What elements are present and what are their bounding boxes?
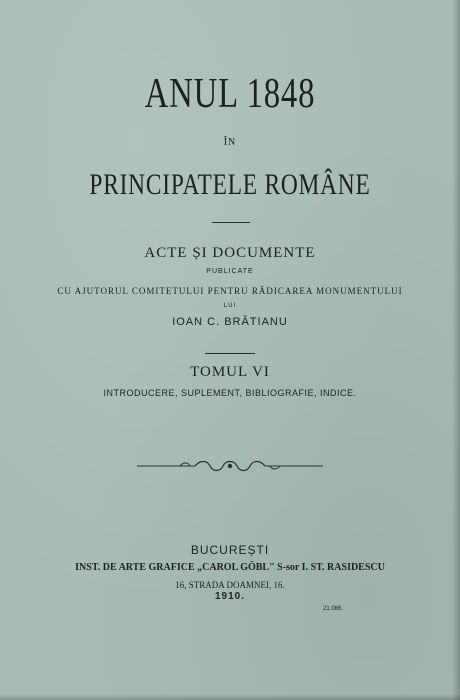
published-label: PUBLICATE [206, 268, 254, 275]
sponsor-line: CU AJUTORUL COMITETULUI PENTRU RĂDICAREA MONUMENTULUI [57, 286, 403, 296]
imprint-city: BUCUREȘTI [190, 543, 270, 557]
divider-rule-middle [205, 353, 255, 354]
volume-label: TOMUL VI [190, 364, 270, 380]
order-number: 21.086. [323, 606, 344, 612]
series-title: ACTE ȘI DOCUMENTE [144, 245, 316, 261]
imprint-printer: INST. DE ARTE GRAFICE „CAROL GÖBL" S-sor I. ST. RASIDESCU [75, 562, 385, 573]
by-label: LUI [223, 303, 237, 309]
imprint-year: 1910. [214, 591, 246, 602]
divider-rule-top [212, 222, 250, 223]
cover-title: ANUL 1848 [144, 71, 316, 117]
contents-line: INTRODUCERE, SUPLEMENT, BIBLIOGRAFIE, INDICE. [103, 388, 357, 398]
imprint-address: 16, STRADA DOAMNEI, 16. [175, 580, 285, 590]
cover-in-word: ÎN [223, 137, 237, 148]
decorative-scroll-rule-icon [135, 458, 325, 474]
page-edge-shadow-bottom [0, 694, 460, 700]
honoree-name: IOAN C. BRĂTIANU [172, 316, 288, 328]
cover-subtitle: PRINCIPATELE ROMÂNE [89, 168, 371, 201]
